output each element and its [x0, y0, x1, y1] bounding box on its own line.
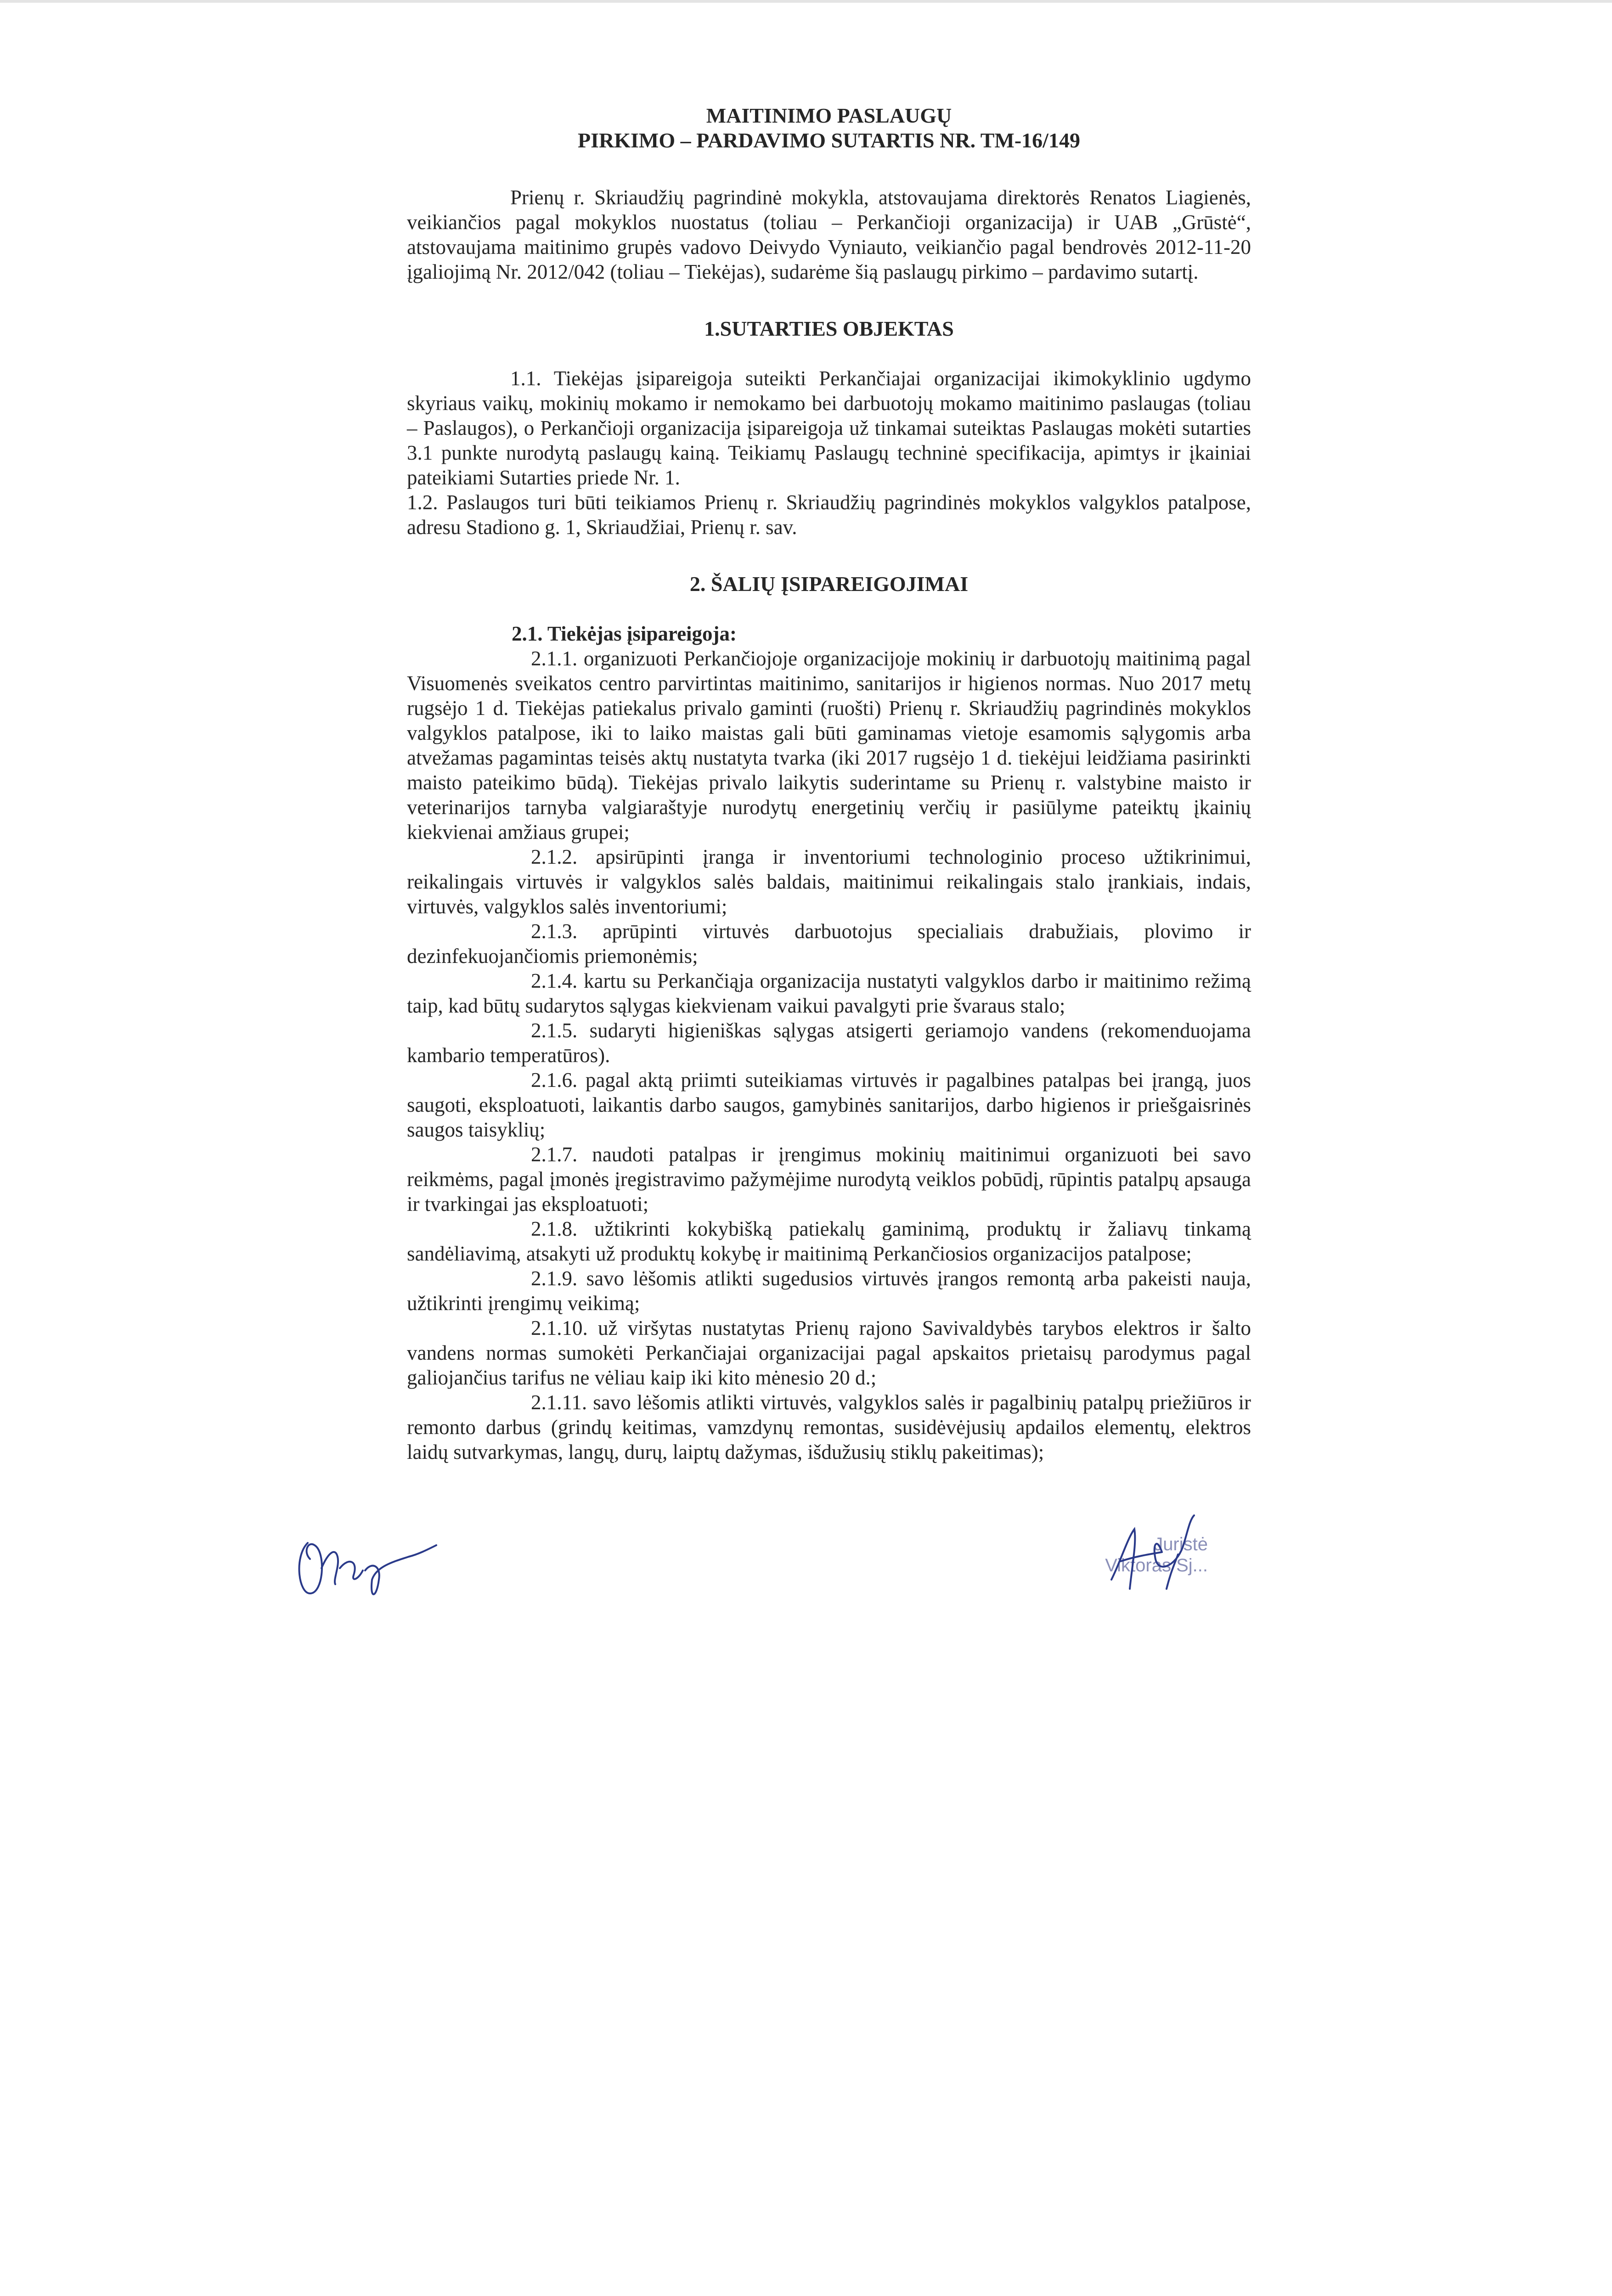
- clause-2-1-6: 2.1.6. pagal aktą priimti suteikiamas virtuvės ir pagalbines patalpas bei įrangą, juos saugoti, eksploatuoti, laikantis darbo saugos, gamybinės sanitarijos, darbo higienos ir priešgaisrinės saugos taisyklių;: [407, 1069, 1251, 1141]
- clause-2-1-7: 2.1.7. naudoti patalpas ir įrengimus mokinių maitinimui organizuoti bei savo reikmėms, pagal įmonės įregistravimo pažymėjime nurodytą veiklos pobūdį, rūpintis patalpų apsauga ir tvarkingai jas eksploatuoti;: [407, 1143, 1251, 1216]
- intro-paragraph: Prienų r. Skriaudžių pagrindinė mokykla, atstovaujama direktorės Renatos Liagienės, veikiančios pagal mokyklos nuostatus (toliau – Perkančioji organizacija) ir UAB „Grūstė“, atstovaujama maitinimo grupės vadovo Deivydo Vyniauto, veikiančio pagal bendrovės 2012-11-20 įgaliojimą Nr. 2012/042 (toliau – Tiekėjas), sudarėme šią paslaugų pirkimo – pardavimo sutartį.: [407, 186, 1251, 283]
- section-1-title: 1.SUTARTIES OBJEKTAS: [704, 317, 954, 340]
- clause-2-1-heading: 2.1. Tiekėjas įsipareigoja:: [512, 622, 737, 645]
- title-line-1: MAITINIMO PASLAUGŲ: [706, 104, 952, 127]
- clause-2-1-9: 2.1.9. savo lėšomis atlikti sugedusios virtuvės įrangos remontą arba pakeisti nauja, užtikrinti įrengimų veikimą;: [407, 1267, 1251, 1315]
- clause-2-1-3: 2.1.3. aprūpinti virtuvės darbuotojus specialiais drabužiais, plovimo ir dezinfekuojančiomis priemonėmis;: [407, 920, 1251, 968]
- clause-2-1-5: 2.1.5. sudaryti higieniškas sąlygas atsigerti geriamojo vandens (rekomenduojama kambario temperatūros).: [407, 1019, 1251, 1067]
- contract-page: [407, 103, 1251, 1464]
- signature-right: [1084, 1511, 1212, 1603]
- clause-2-1-11: 2.1.11. savo lėšomis atlikti virtuvės, valgyklos salės ir pagalbinių patalpų priežiūros ir remonto darbus (grindų keitimas, vamzdynų remontas, susidėvėjusių apdailos elementų, elektros laidų sutvarkymas, langų, durų, laiptų dažymas, išdužusių stiklų pakeitimas);: [407, 1391, 1251, 1463]
- scan-edge: [0, 0, 1612, 3]
- signature-left: [289, 1525, 441, 1603]
- stamp-line-2: Viktoras Sj...: [1105, 1555, 1208, 1576]
- clause-2-1-1: 2.1.1. organizuoti Perkančiojoje organizacijoje mokinių ir darbuotojų maitinimą pagal Visuomenės sveikatos centro parvirtintas maitinimo, sanitarijos ir higienos normas. Nuo 2017 metų rugsėjo 1 d. Tiekėjas patiekalus privalo gaminti (ruošti) Prienų r. Skriaudžių pagrindinės mokyklos valgyklos patalpose, iki to laiko maistas gali būti gaminamas vietoje esamomis sąlygomis arba atvežamas pagamintas teisės aktų nustatyta tvarka (iki 2017 rugsėjo 1 d. tiekėjui leidžiama pasirinkti maisto pateikimo būdą). Tiekėjas privalo laikytis suderintame su Prienų r. valstybine maisto ir veterinarijos tarnyba valgiaraštyje nurodytų energetinių verčių ir pasiūlyme pateiktų įkainių kiekvienai amžiaus grupei;: [407, 647, 1251, 844]
- clause-2-1-8: 2.1.8. užtikrinti kokybišką patiekalų gaminimą, produktų ir žaliavų tinkamą sandėliavimą, atsakyti už produktų kokybę ir maitinimą Perkančiosios organizacijos patalpose;: [407, 1217, 1251, 1265]
- clause-1-2: 1.2. Paslaugos turi būti teikiamos Prienų r. Skriaudžių pagrindinės mokyklos valgyklos patalpose, adresu Stadiono g. 1, Skriaudžiai, Prienų r. sav.: [407, 491, 1251, 539]
- clause-2-1-2: 2.1.2. apsirūpinti įranga ir inventoriumi technologinio proceso užtikrinimui, reikalingais virtuvės ir valgyklos salės baldais, maitinimui reikalingais stalo įrankiais, indais, virtuvės, valgyklos salės inventoriumi;: [407, 845, 1251, 918]
- title-line-2: PIRKIMO – PARDAVIMO SUTARTIS NR. TM-16/149: [578, 129, 1080, 152]
- stamp-line-1: Juristė: [1154, 1534, 1208, 1554]
- clause-2-1-10: 2.1.10. už viršytas nustatytas Prienų rajono Savivaldybės tarybos elektros ir šalto vandens normas sumokėti Perkančiajai organizacijai pagal apskaitos prietaisų parodymus pagal galiojančius tarifus ne vėliau kaip iki kito mėnesio 20 d.;: [407, 1317, 1251, 1389]
- clause-2-1-4: 2.1.4. kartu su Perkančiąja organizacija nustatyti valgyklos darbo ir maitinimo režimą taip, kad būtų sudarytos sąlygas kiekvienam vaikui pavalgyti prie švaraus stalo;: [407, 969, 1251, 1017]
- section-2-title: 2. ŠALIŲ ĮSIPAREIGOJIMAI: [689, 572, 969, 596]
- clause-1-1: 1.1. Tiekėjas įsipareigoja suteikti Perkančiajai organizacijai ikimokyklinio ugdymo skyriaus vaikų, mokinių mokamo ir nemokamo bei darbuotojų mokamo maitinimo paslaugas (toliau – Paslaugos), o Perkančioji organizacija įsipareigoja už tinkamai suteiktas Paslaugas mokėti sutarties 3.1 punkte nurodytą paslaugų kainą. Teikiamų Paslaugų techninė specifikacija, apimtys ir įkainiai pateikiami Sutarties priede Nr. 1.: [407, 367, 1251, 489]
